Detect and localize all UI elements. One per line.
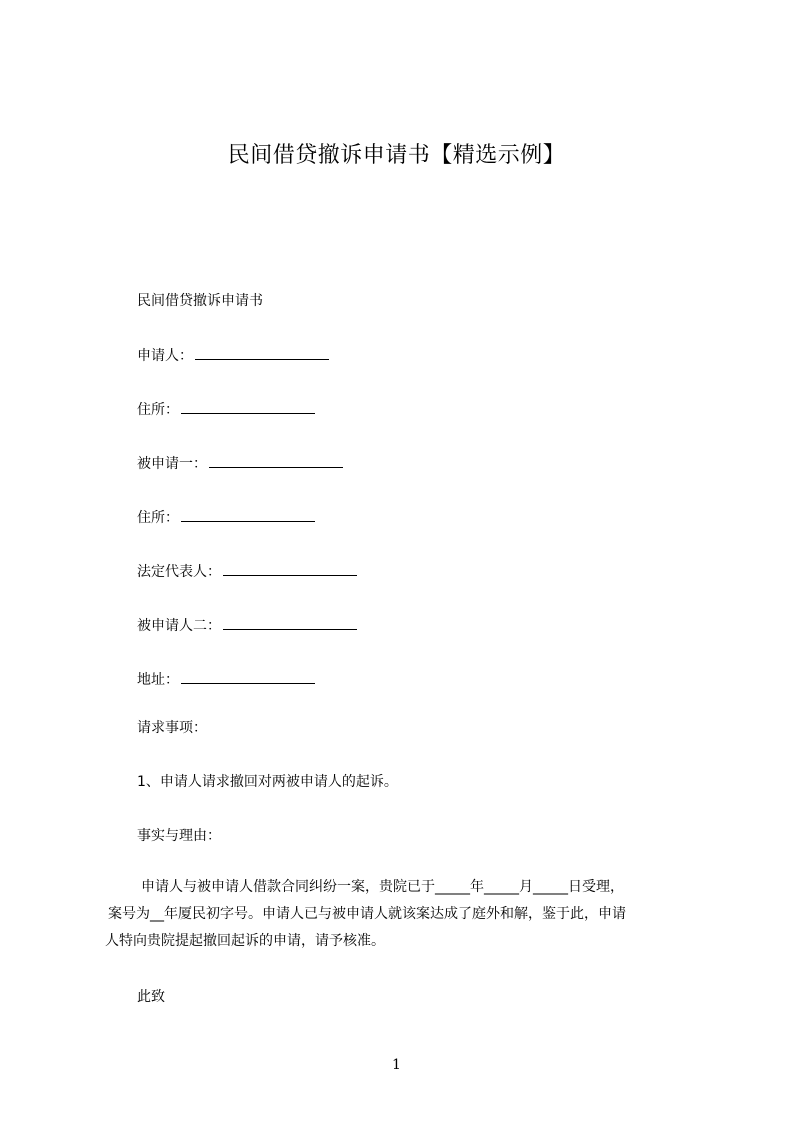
facts-heading: 事实与理由： — [137, 828, 221, 844]
fill-blank[interactable] — [181, 507, 315, 522]
facts-line: 案号为__年厦民初字号。申请人已与被申请人就该案达成了庭外和解，鉴于此，申请 — [108, 906, 626, 922]
request-item: 1、申请人请求撤回对两被申请人的起诉。 — [137, 774, 398, 790]
field-label: 被申请一： — [137, 456, 207, 472]
fill-blank[interactable] — [195, 345, 329, 360]
field-label: 申请人： — [137, 348, 193, 364]
field-legal-representative — [137, 561, 357, 582]
field-respondent-one — [137, 453, 343, 474]
facts-paragraph — [105, 874, 705, 955]
document-subtitle: 民间借贷撤诉申请书 — [137, 293, 263, 309]
field-label: 住所： — [137, 402, 179, 418]
facts-line: 人特向贵院提起撤回起诉的申请，请予核准。 — [105, 933, 385, 949]
field-label: 被申请人二： — [137, 618, 221, 634]
fill-blank[interactable] — [181, 669, 315, 684]
fill-blank[interactable] — [223, 561, 357, 576]
closing-text: 此致 — [137, 989, 165, 1005]
document-title: 民间借贷撤诉申请书【精选示例】 — [227, 143, 566, 168]
field-respondent-two — [137, 615, 357, 636]
field-label: 地址： — [137, 672, 179, 688]
facts-line: 申请人与被申请人借款合同纠纷一案，贵院已于_____年_____月_____日受理， — [141, 879, 624, 895]
request-heading: 请求事项： — [137, 720, 207, 736]
field-address — [137, 669, 315, 690]
field-label: 法定代表人： — [137, 564, 221, 580]
field-label: 住所： — [137, 510, 179, 526]
field-respondent-address — [137, 507, 315, 528]
field-applicant — [137, 345, 329, 366]
field-applicant-address — [137, 399, 315, 420]
fill-blank[interactable] — [223, 615, 357, 630]
fill-blank[interactable] — [181, 399, 315, 414]
page-number: 1 — [392, 1057, 401, 1073]
fill-blank[interactable] — [209, 453, 343, 468]
